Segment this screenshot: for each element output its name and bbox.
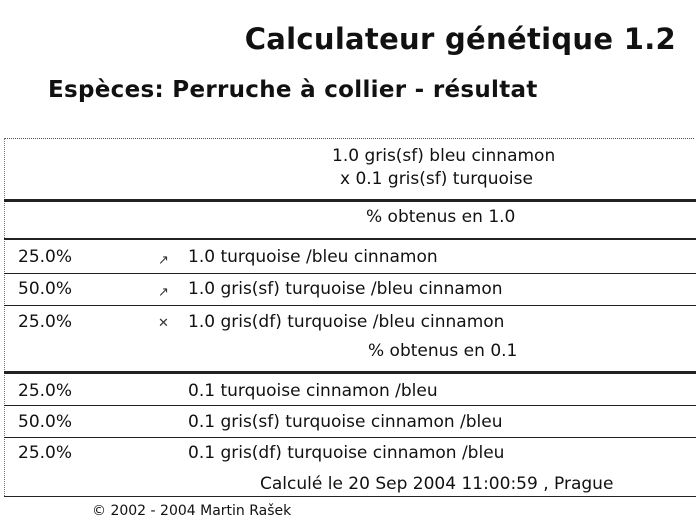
row-percent: 25.0% [18, 443, 73, 463]
row-percent: 50.0% [18, 412, 73, 432]
row-description: 1.0 gris(sf) turquoise /bleu cinnamon [188, 279, 503, 299]
calculation-timestamp: Calculé le 20 Sep 2004 11:00:59 , Prague [260, 474, 614, 494]
check-mark-icon: ↗ [158, 285, 169, 300]
divider [4, 238, 696, 240]
row-description: 0.1 turquoise cinnamon /bleu [188, 381, 438, 401]
row-description: 1.0 gris(df) turquoise /bleu cinnamon [188, 312, 505, 332]
divider [4, 305, 696, 306]
divider [4, 199, 696, 202]
divider [4, 273, 696, 274]
divider [4, 496, 696, 497]
section-heading-male: % obtenus en 1.0 [366, 207, 516, 227]
parent-line-female: x 0.1 gris(sf) turquoise [340, 169, 533, 189]
section-heading-female: % obtenus en 0.1 [368, 341, 518, 361]
row-percent: 25.0% [18, 381, 73, 401]
page-subtitle: Espèces: Perruche à collier - résultat [48, 77, 538, 103]
page-title: Calculateur génétique 1.2 [244, 22, 676, 56]
row-percent: 25.0% [18, 247, 73, 267]
copyright-note: © 2002 - 2004 Martin Rašek [92, 503, 292, 519]
divider [4, 437, 696, 438]
row-percent: 50.0% [18, 279, 73, 299]
check-mark-icon: ↗ [158, 253, 169, 268]
parent-line-male: 1.0 gris(sf) bleu cinnamon [332, 146, 556, 166]
row-description: 0.1 gris(sf) turquoise cinnamon /bleu [188, 412, 503, 432]
divider [4, 405, 696, 406]
row-description: 0.1 gris(df) turquoise cinnamon /bleu [188, 443, 505, 463]
row-description: 1.0 turquoise /bleu cinnamon [188, 247, 438, 267]
divider [4, 371, 696, 374]
cross-mark-icon: ✕ [158, 316, 169, 331]
row-percent: 25.0% [18, 312, 73, 332]
